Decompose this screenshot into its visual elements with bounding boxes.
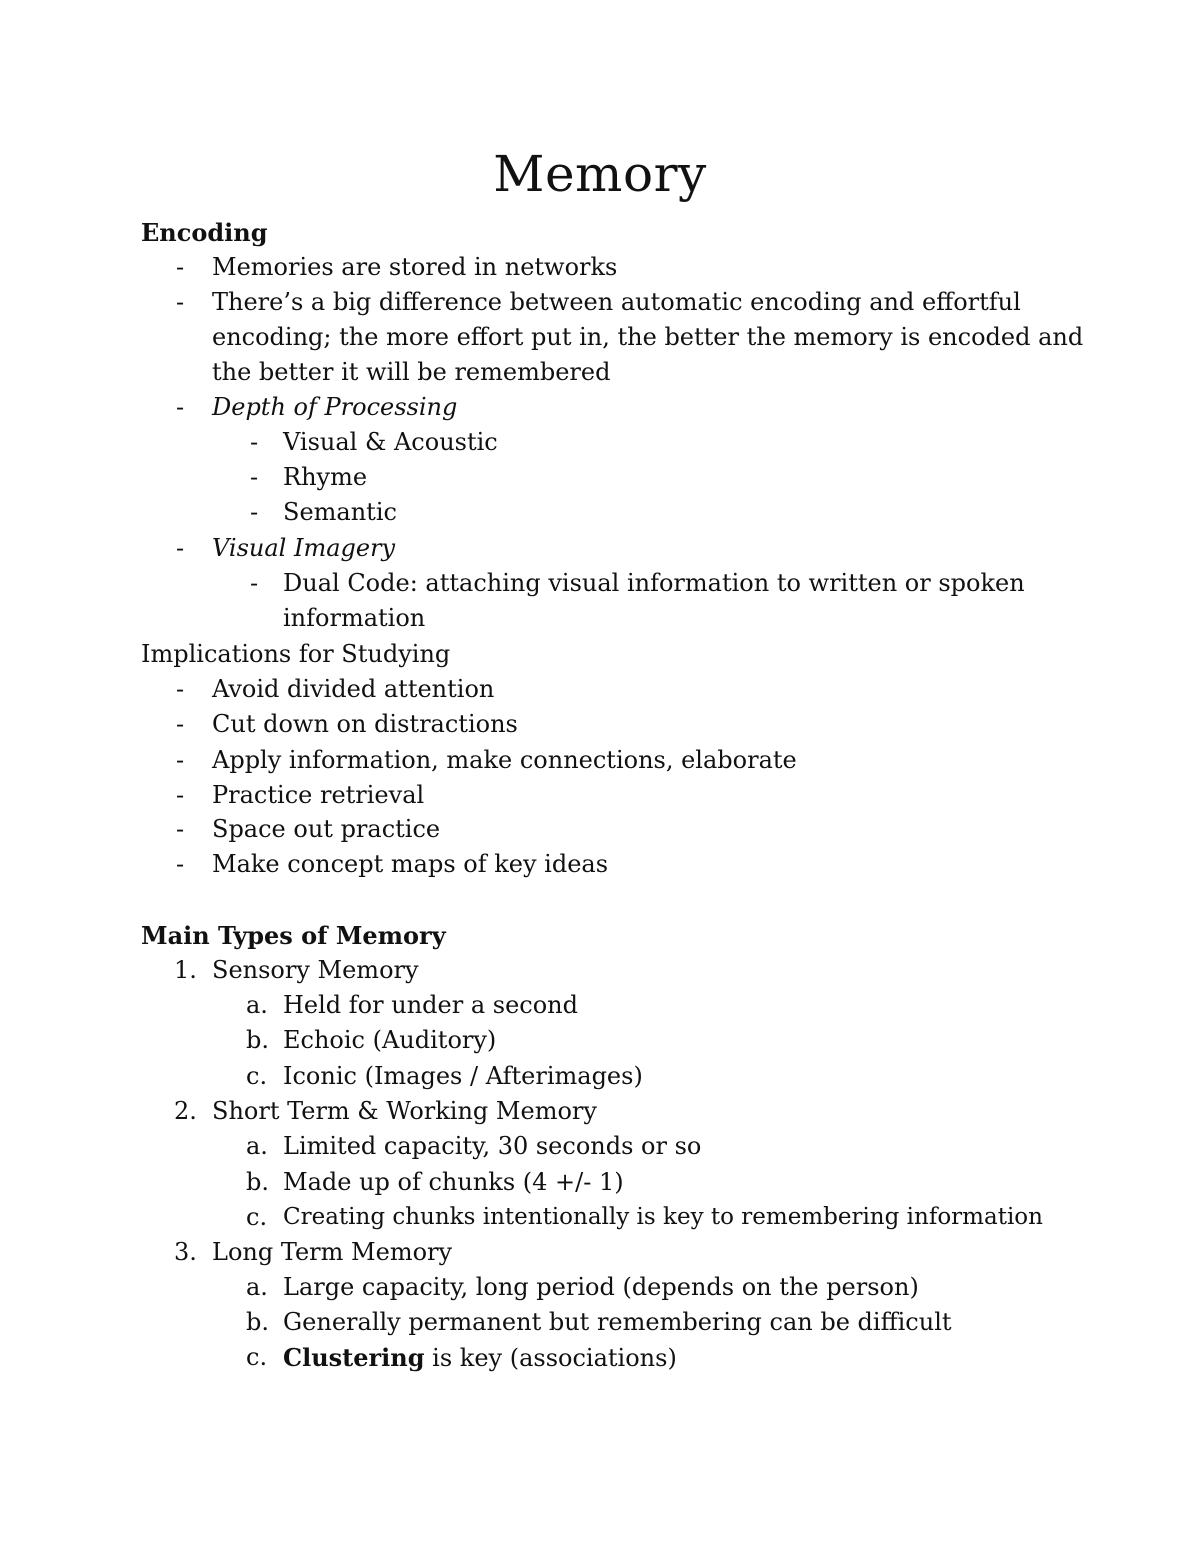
- list-item: Long Term Memory: [212, 1238, 453, 1266]
- list-item: Apply information, make connections, elaborate: [212, 746, 797, 774]
- sub-list-item: Large capacity, long period (depends on the person): [283, 1273, 919, 1301]
- bullet-dash: -: [176, 815, 185, 843]
- sub-list-item: Made up of chunks (4 +/- 1): [283, 1168, 624, 1196]
- sub-list-letter: b.: [246, 1026, 269, 1054]
- bold-term: Clustering: [283, 1343, 425, 1372]
- sub-list-item: Rhyme: [283, 463, 368, 491]
- list-number: 3.: [174, 1238, 197, 1266]
- sub-list-item: Generally permanent but remembering can be difficult: [283, 1308, 952, 1336]
- list-item: Space out practice: [212, 815, 441, 843]
- sub-list-letter: c.: [246, 1203, 268, 1231]
- bullet-dash: -: [176, 710, 185, 738]
- sub-list-item: Echoic (Auditory): [283, 1026, 497, 1054]
- list-item-italic: Depth of Processing: [212, 393, 458, 421]
- sub-list-item: Semantic: [283, 498, 397, 526]
- section-heading-implications: Implications for Studying: [141, 640, 451, 668]
- bullet-dash: -: [176, 746, 185, 774]
- list-item: There’s a big difference between automatic encoding and effortful: [212, 288, 1021, 316]
- list-item: Cut down on distractions: [212, 710, 518, 738]
- sub-list-item-text: is key (associations): [424, 1344, 677, 1372]
- sub-list-item: Visual & Acoustic: [283, 428, 498, 456]
- list-item: Avoid divided attention: [212, 675, 495, 703]
- list-number: 1.: [174, 956, 197, 984]
- bullet-dash: -: [176, 675, 185, 703]
- sub-list-letter: c.: [246, 1062, 268, 1090]
- sub-bullet-dash: -: [250, 428, 259, 456]
- bullet-dash: -: [176, 534, 185, 562]
- sub-list-letter: a.: [246, 1273, 268, 1301]
- sub-bullet-dash: -: [250, 498, 259, 526]
- sub-list-letter: b.: [246, 1308, 269, 1336]
- bullet-dash: -: [176, 253, 185, 281]
- sub-list-item: Iconic (Images / Afterimages): [283, 1062, 643, 1090]
- bullet-dash: -: [176, 288, 185, 316]
- section-heading-main-types: Main Types of Memory: [141, 921, 446, 950]
- page-title: Memory: [493, 145, 707, 203]
- sub-list-letter: a.: [246, 1132, 268, 1160]
- sub-list-item: Held for under a second: [283, 991, 578, 1019]
- list-item: Sensory Memory: [212, 956, 419, 984]
- bullet-dash: -: [176, 393, 185, 421]
- sub-list-item: Limited capacity, 30 seconds or so: [283, 1132, 702, 1160]
- list-item: Short Term & Working Memory: [212, 1097, 597, 1125]
- sub-list-item: [283, 1340, 677, 1376]
- list-item-italic: Visual Imagery: [212, 534, 396, 562]
- sub-list-letter: b.: [246, 1168, 269, 1196]
- list-number: 2.: [174, 1097, 197, 1125]
- list-item-continuation: encoding; the more effort put in, the better the memory is encoded and: [212, 323, 1084, 351]
- sub-list-letter: a.: [246, 991, 268, 1019]
- list-item: Practice retrieval: [212, 781, 425, 809]
- sub-list-item-continuation: information: [283, 604, 426, 632]
- sub-list-letter: c.: [246, 1343, 268, 1371]
- section-heading-encoding: Encoding: [141, 218, 268, 247]
- sub-list-item: Dual Code: attaching visual information to written or spoken: [283, 569, 1025, 597]
- list-item: Make concept maps of key ideas: [212, 850, 609, 878]
- sub-bullet-dash: -: [250, 463, 259, 491]
- list-item: Memories are stored in networks: [212, 253, 618, 281]
- bullet-dash: -: [176, 781, 185, 809]
- sub-list-item: Creating chunks intentionally is key to remembering information: [283, 1204, 1043, 1230]
- list-item-continuation: the better it will be remembered: [212, 358, 611, 386]
- sub-bullet-dash: -: [250, 569, 259, 597]
- bullet-dash: -: [176, 850, 185, 878]
